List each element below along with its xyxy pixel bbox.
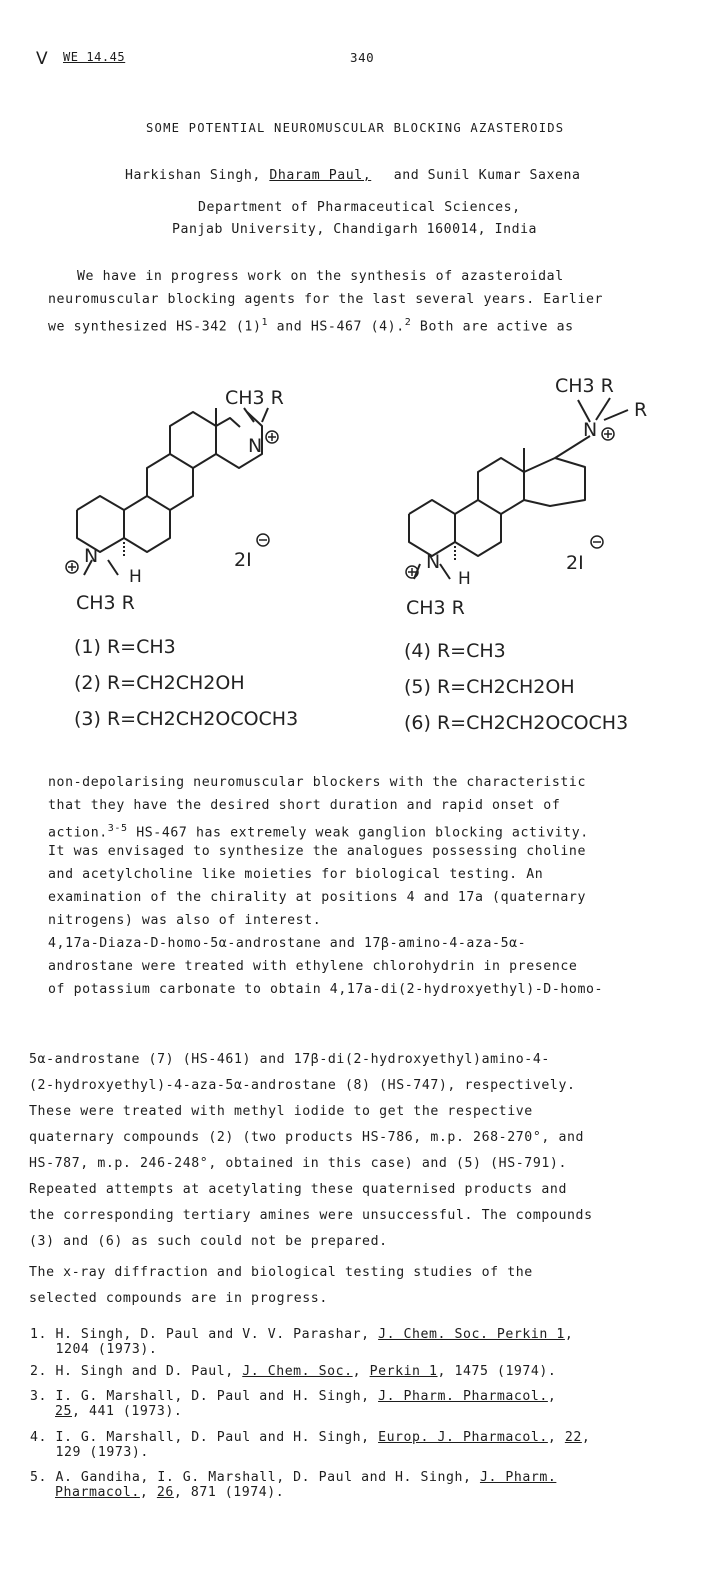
author-line (125, 168, 581, 183)
body2-line-1: 5α-androstane (7) (HS-461) and 17β-di(2-hydroxyethyl)amino-4- (29, 1052, 550, 1067)
left-counter-ion: 2I (234, 549, 252, 571)
compound-5-label: (5) R=CH2CH2OH (404, 676, 575, 698)
ref1-pages: 1204 (1973). (30, 1341, 158, 1357)
ref1-sep: , (564, 1327, 574, 1342)
body3-line-1: The x-ray diffraction and biological testing studies of the (29, 1265, 533, 1280)
compound-6-label: (6) R=CH2CH2OCOCH3 (404, 712, 629, 734)
intro-text-a: we synthesized HS-342 (1) (48, 319, 262, 335)
ref5-pages: , 871 (1974). (173, 1484, 285, 1500)
left-structure (66, 387, 284, 614)
reference-5 (30, 1471, 556, 1500)
right-top-substituent: CH3 R (555, 375, 614, 397)
left-nitrogen-top: N (248, 435, 263, 457)
compound-1-label: (1) R=CH3 (74, 636, 176, 658)
right-counter-ion: 2I (566, 552, 584, 574)
ref5-sep: , (139, 1484, 157, 1500)
author-2: Dharam Paul, (269, 168, 372, 183)
ref1-authors: 1. H. Singh, D. Paul and V. V. Parashar, (30, 1327, 379, 1342)
ref2-pages: , 1475 (1974). (437, 1364, 557, 1379)
body1-line-9: androstane were treated with ethylene chlorohydrin in presence (48, 959, 578, 974)
ref3-volume: 25 (55, 1403, 72, 1419)
ref5-volume: 26 (156, 1484, 174, 1500)
ref3-journal: J. Pharm. Pharmacol. (378, 1389, 548, 1404)
affiliation-line-1: Department of Pharmaceutical Sciences, (198, 200, 521, 215)
compound-2-label: (2) R=CH2CH2OH (74, 672, 245, 694)
right-r-label: R (634, 399, 648, 421)
stamp-letter: V (36, 49, 48, 69)
ref3-authors: 3. I. G. Marshall, D. Paul and H. Singh, (30, 1389, 379, 1404)
left-top-substituent: CH3 R (225, 387, 284, 409)
reference-4 (30, 1431, 590, 1460)
ref4-journal: Europ. J. Pharmacol. (378, 1430, 548, 1445)
author-1: Harkishan Singh, (125, 168, 261, 183)
body1-line-2: that they have the desired short duration and rapid onset of (48, 798, 561, 813)
compound-4-label: (4) R=CH3 (404, 640, 506, 662)
body1-line-1: non-depolarising neuromuscular blockers with the characteristic (48, 775, 586, 790)
ref3-sep: , (547, 1389, 557, 1404)
body2-line-5: HS-787, m.p. 246-248°, obtained in this case) and (5) (HS-791). (29, 1156, 567, 1171)
body2-line-3: These were treated with methyl iodide to get the respective (29, 1104, 533, 1119)
left-nitrogen-bottom: N (84, 545, 99, 567)
right-nitrogen-bottom: N (426, 551, 441, 573)
ref4-authors: 4. I. G. Marshall, D. Paul and H. Singh, (30, 1430, 379, 1445)
right-hydrogen: H (458, 569, 471, 589)
ref2-section: Perkin 1 (369, 1364, 438, 1379)
body1-text-a: action. (48, 825, 108, 841)
affiliation-line-2: Panjab University, Chandigarh 160014, India (172, 222, 538, 237)
body2-line-2: (2-hydroxyethyl)-4-aza-5α-androstane (8) (HS-747), respectively. (29, 1078, 576, 1093)
author-3: and Sunil Kumar Saxena (393, 168, 581, 183)
body1-text-b: HS-467 has extremely weak ganglion blocking activity. (127, 825, 589, 841)
ref4-volume: 22 (564, 1430, 582, 1445)
ref5-authors: 5. A. Gandiha, I. G. Marshall, D. Paul and H. Singh, (30, 1470, 480, 1485)
reference-2 (30, 1365, 556, 1380)
ref1-journal: J. Chem. Soc. Perkin 1 (378, 1327, 565, 1342)
body1-line-6: examination of the chirality at positions 4 and 17a (quaternary (48, 890, 586, 905)
ref2-journal: J. Chem. Soc. (242, 1364, 353, 1379)
ref5-journal: J. Pharm. (479, 1470, 557, 1485)
body1-line-10: of potassium carbonate to obtain 4,17a-di(2-hydroxyethyl)-D-homo- (48, 982, 604, 997)
right-structure (406, 375, 647, 619)
ref3-pages: , 441 (1973). (71, 1403, 183, 1419)
ref4-sep2: , (581, 1430, 591, 1445)
ref5-journal-cont: Pharmacol. (55, 1484, 140, 1500)
compound-3-label: (3) R=CH2CH2OCOCH3 (74, 708, 299, 730)
ref2-sep: , (352, 1364, 370, 1379)
body1-line-4: It was envisaged to synthesize the analogues possessing choline (48, 844, 586, 859)
citation-3-5: 3-5 (107, 823, 128, 834)
body1-line-8: 4,17a-Diaza-D-homo-5α-androstane and 17β-amino-4-aza-5α- (48, 936, 527, 951)
reference-1 (30, 1328, 573, 1357)
intro-text-c: Both are active as (411, 319, 574, 335)
ref4-pages: 129 (1973). (30, 1444, 149, 1460)
right-bottom-substituent: CH3 R (406, 597, 465, 619)
intro-line-2: neuromuscular blocking agents for the last several years. Earlier (48, 292, 604, 307)
page-number: 340 (350, 50, 375, 65)
right-nitrogen-top: N (583, 419, 598, 441)
citation-1: 1 (261, 317, 269, 328)
reference-3 (30, 1390, 556, 1419)
body2-line-4: quaternary compounds (2) (two products HS-786, m.p. 268-270°, and (29, 1130, 585, 1145)
ref4-sep: , (547, 1430, 565, 1445)
intro-text-b: and HS-467 (4). (268, 319, 405, 335)
body2-line-8: (3) and (6) as such could not be prepared. (29, 1234, 388, 1249)
stamp-code: WE 14.45 (63, 50, 126, 64)
ref2-authors: 2. H. Singh and D. Paul, (30, 1364, 243, 1379)
intro-line-3 (48, 312, 574, 339)
body3-line-2: selected compounds are in progress. (29, 1291, 328, 1306)
structures-figure (0, 360, 704, 760)
body1-line-7: nitrogens) was also of interest. (48, 913, 322, 928)
paper-title: SOME POTENTIAL NEUROMUSCULAR BLOCKING AZASTEROIDS (146, 121, 565, 135)
body1-line-5: and acetylcholine like moieties for biological testing. An (48, 867, 544, 882)
intro-line-1: We have in progress work on the synthesis of azasteroidal (77, 269, 564, 284)
left-hydrogen: H (129, 567, 142, 587)
citation-2: 2 (404, 317, 412, 328)
body2-line-7: the corresponding tertiary amines were unsuccessful. The compounds (29, 1208, 593, 1223)
body2-line-6: Repeated attempts at acetylating these quaternised products and (29, 1182, 567, 1197)
left-bottom-substituent: CH3 R (76, 592, 135, 614)
